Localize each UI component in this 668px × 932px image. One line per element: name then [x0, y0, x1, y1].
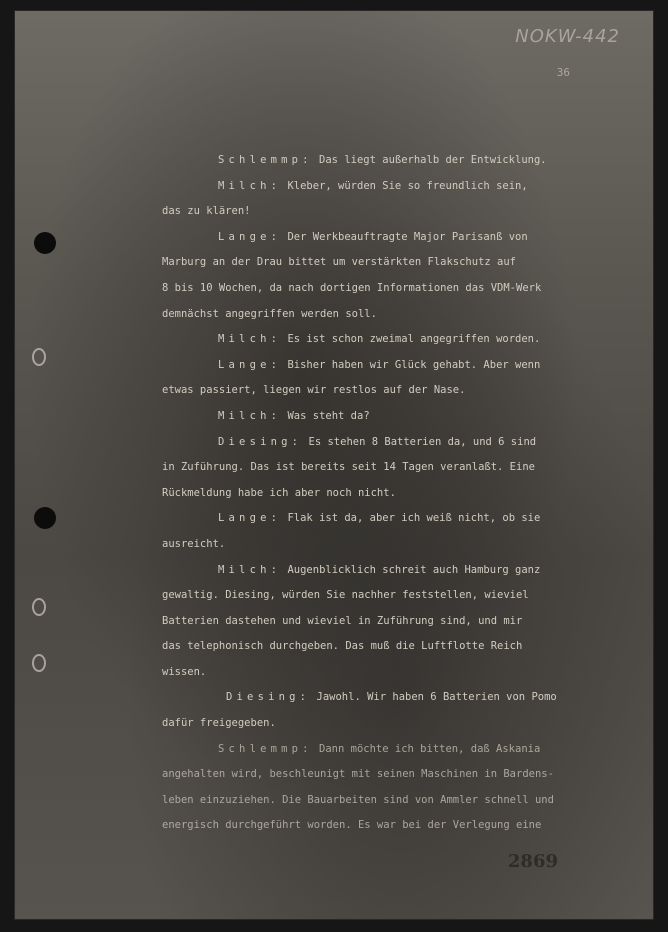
- transcript-line: [162, 199, 642, 225]
- transcript-line: [162, 276, 642, 302]
- line-text: Dann möchte ich bitten, daß Askania: [319, 742, 541, 755]
- transcript-line: [162, 788, 642, 814]
- transcript-line: [162, 737, 642, 763]
- speaker-name: Milch:: [218, 409, 282, 422]
- line-text: Bisher haben wir Glück gehabt. Aber wenn: [287, 358, 541, 371]
- transcript-line: [162, 558, 642, 584]
- line-text: Das liegt außerhalb der Entwicklung.: [319, 154, 547, 166]
- line-text: Batterien dastehen und wieviel in Zuführung sind, und mir: [162, 614, 523, 627]
- speaker-name: Diesing:: [218, 435, 303, 448]
- punch-hole-top: [34, 232, 56, 254]
- line-text: wissen.: [162, 665, 207, 678]
- line-text: Was steht da?: [287, 409, 370, 422]
- transcript-line: [162, 685, 642, 711]
- speaker-name: Milch:: [218, 179, 282, 192]
- transcript-line: [162, 481, 642, 507]
- transcript-line: [162, 378, 642, 404]
- transcript-line: [162, 634, 642, 660]
- line-text: Rückmeldung habe ich aber noch nicht.: [162, 486, 396, 499]
- speaker-name: Schlemmp:: [218, 154, 313, 166]
- line-text: ausreicht.: [162, 537, 226, 550]
- line-text: demnächst angegriffen werden soll.: [162, 307, 377, 320]
- speaker-name: Milch:: [218, 563, 282, 576]
- transcript-body: [162, 148, 642, 839]
- line-text: Marburg an der Drau bittet um verstärkten Flakschutz auf: [162, 256, 517, 269]
- line-text: Der Werkbeauftragte Major Parisanß von: [287, 230, 528, 243]
- speaker-name: Milch:: [218, 333, 282, 346]
- transcript-line: [162, 250, 642, 276]
- line-text: Es ist schon zweimal angegriffen worden.: [287, 333, 541, 346]
- transcript-line: [162, 711, 642, 737]
- transcript-line: [162, 353, 642, 379]
- line-text: 8 bis 10 Wochen, da nach dortigen Informationen das VDM-Werk: [162, 281, 542, 294]
- page-number: 36: [556, 66, 570, 79]
- transcript-line: [162, 532, 642, 558]
- archive-reference-stamp: NOKW-442: [515, 26, 620, 47]
- margin-mark: [32, 348, 46, 366]
- transcript-line: [162, 174, 642, 200]
- speaker-name: Lange:: [218, 230, 282, 243]
- transcript-line: [162, 327, 642, 353]
- speaker-name: Lange:: [218, 358, 282, 371]
- transcript-line: [162, 455, 642, 481]
- margin-mark: [32, 654, 46, 672]
- line-text: dafür freigegeben.: [162, 717, 276, 730]
- transcript-line: [162, 302, 642, 328]
- transcript-line: [162, 430, 642, 456]
- transcript-line: [162, 762, 642, 788]
- transcript-line: [162, 506, 642, 532]
- line-text: Augenblicklich schreit auch Hamburg ganz: [287, 563, 541, 576]
- line-text: Kleber, würden Sie so freundlich sein,: [287, 179, 528, 192]
- line-text: in Zuführung. Das ist bereits seit 14 Tagen veranlaßt. Eine: [162, 461, 535, 474]
- speaker-name: Lange:: [218, 512, 282, 525]
- line-text: etwas passiert, liegen wir restlos auf der Nase.: [162, 384, 466, 397]
- line-text: Es stehen 8 Batterien da, und 6 sind: [308, 435, 537, 448]
- line-text: Flak ist da, aber ich weiß nicht, ob sie: [287, 512, 541, 525]
- transcript-line: [162, 404, 642, 430]
- line-text: angehalten wird, beschleunigt mit seinen Maschinen in Bardens-: [162, 768, 554, 781]
- transcript-line: [162, 813, 642, 839]
- line-text: leben einzuziehen. Die Bauarbeiten sind von Ammler schnell und: [162, 793, 554, 806]
- speaker-name: Schlemmp:: [218, 742, 313, 755]
- line-text: das telephonisch durchgeben. Das muß die Luftflotte Reich: [162, 640, 523, 653]
- line-text: energisch durchgeführt worden. Es war bei der Verlegung eine: [162, 819, 542, 832]
- line-text: gewaltig. Diesing, würden Sie nachher feststellen, wieviel: [162, 589, 529, 602]
- margin-mark: [32, 598, 46, 616]
- document-page: [14, 10, 654, 920]
- transcript-line: [162, 225, 642, 251]
- document-number: 2869: [507, 851, 558, 872]
- line-text: das zu klären!: [162, 205, 251, 218]
- line-text: Jawohl. Wir haben 6 Batterien von Pomo: [316, 691, 557, 704]
- transcript-line: [162, 609, 642, 635]
- transcript-line: [162, 660, 642, 686]
- transcript-line: [162, 148, 642, 174]
- transcript-line: [162, 583, 642, 609]
- speaker-name: Diesing:: [226, 691, 311, 704]
- punch-hole-bottom: [34, 507, 56, 529]
